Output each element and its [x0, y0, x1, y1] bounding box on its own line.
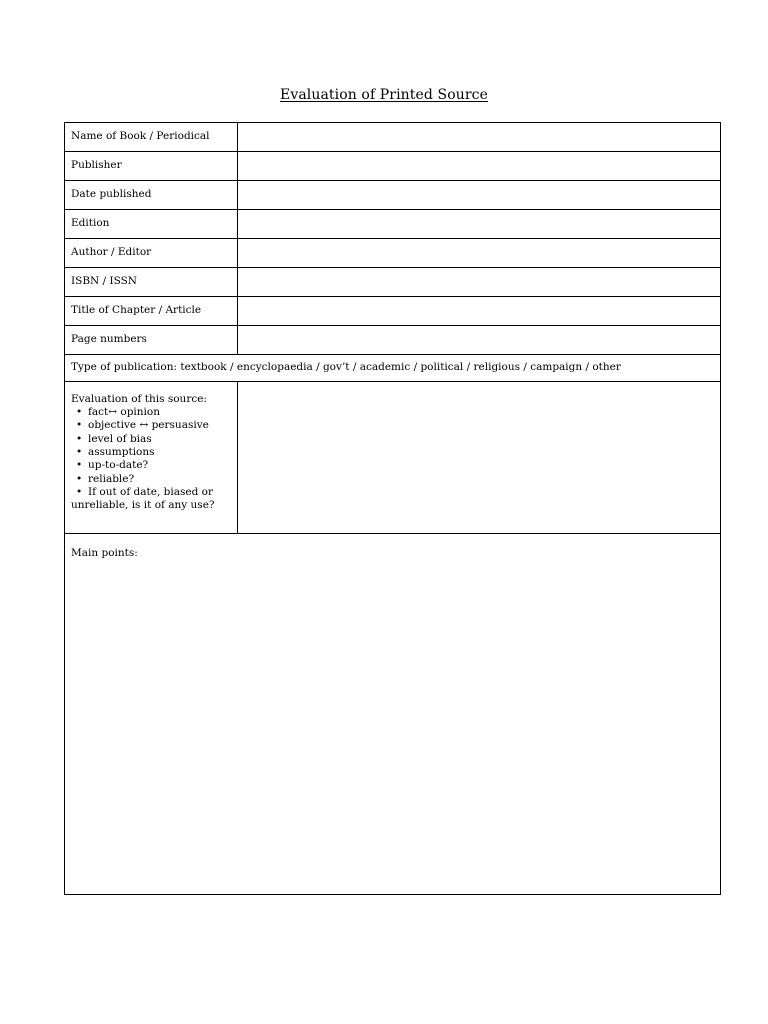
form-row-date-published: [65, 181, 721, 210]
form-row-isbn: [65, 268, 721, 297]
field-value-chapter-title[interactable]: [238, 297, 721, 326]
field-value-author[interactable]: [238, 239, 721, 268]
field-label-page-numbers: Page numbers: [65, 326, 238, 355]
criteria-item: • reliable?: [71, 473, 237, 486]
field-label-isbn: ISBN / ISSN: [65, 268, 238, 297]
field-label-edition: Edition: [65, 210, 238, 239]
criteria-item: • objective ↔ persuasive: [71, 419, 237, 432]
form-row-evaluation: [65, 382, 721, 534]
criteria-item: • assumptions: [71, 446, 237, 459]
field-label-name: Name of Book / Periodical: [65, 123, 238, 152]
evaluation-heading: Evaluation of this source:: [71, 393, 207, 405]
field-label-author: Author / Editor: [65, 239, 238, 268]
publication-type-options[interactable]: Type of publication: textbook / encyclopaedia / gov’t / academic / political / religious / campaign / other: [65, 355, 721, 382]
criteria-item: • fact↔ opinion: [71, 406, 237, 419]
field-value-isbn[interactable]: [238, 268, 721, 297]
field-label-date-published: Date published: [65, 181, 238, 210]
form-row-publisher: [65, 152, 721, 181]
evaluation-form: [64, 122, 721, 895]
form-row-edition: [65, 210, 721, 239]
form-row-main-points: [65, 534, 721, 895]
form-row-page-numbers: [65, 326, 721, 355]
criteria-item: • If out of date, biased or unreliable, is it of any use?: [71, 486, 237, 513]
field-value-date-published[interactable]: [238, 181, 721, 210]
main-points-cell[interactable]: [65, 534, 721, 895]
field-value-publisher[interactable]: [238, 152, 721, 181]
evaluation-value[interactable]: [238, 382, 721, 534]
document-title: Evaluation of Printed Source: [280, 87, 488, 103]
main-points-label: Main points:: [71, 547, 138, 559]
criteria-item: • up-to-date?: [71, 459, 237, 472]
form-row-author: [65, 239, 721, 268]
field-value-edition[interactable]: [238, 210, 721, 239]
form-row-publication-type: [65, 355, 721, 382]
evaluation-label-cell: [65, 382, 238, 534]
form-row-chapter-title: [65, 297, 721, 326]
field-label-chapter-title: Title of Chapter / Article: [65, 297, 238, 326]
field-label-publisher: Publisher: [65, 152, 238, 181]
form-row-name: [65, 123, 721, 152]
field-value-page-numbers[interactable]: [238, 326, 721, 355]
field-value-name[interactable]: [238, 123, 721, 152]
evaluation-criteria-list: [71, 406, 237, 512]
criteria-item: • level of bias: [71, 433, 237, 446]
